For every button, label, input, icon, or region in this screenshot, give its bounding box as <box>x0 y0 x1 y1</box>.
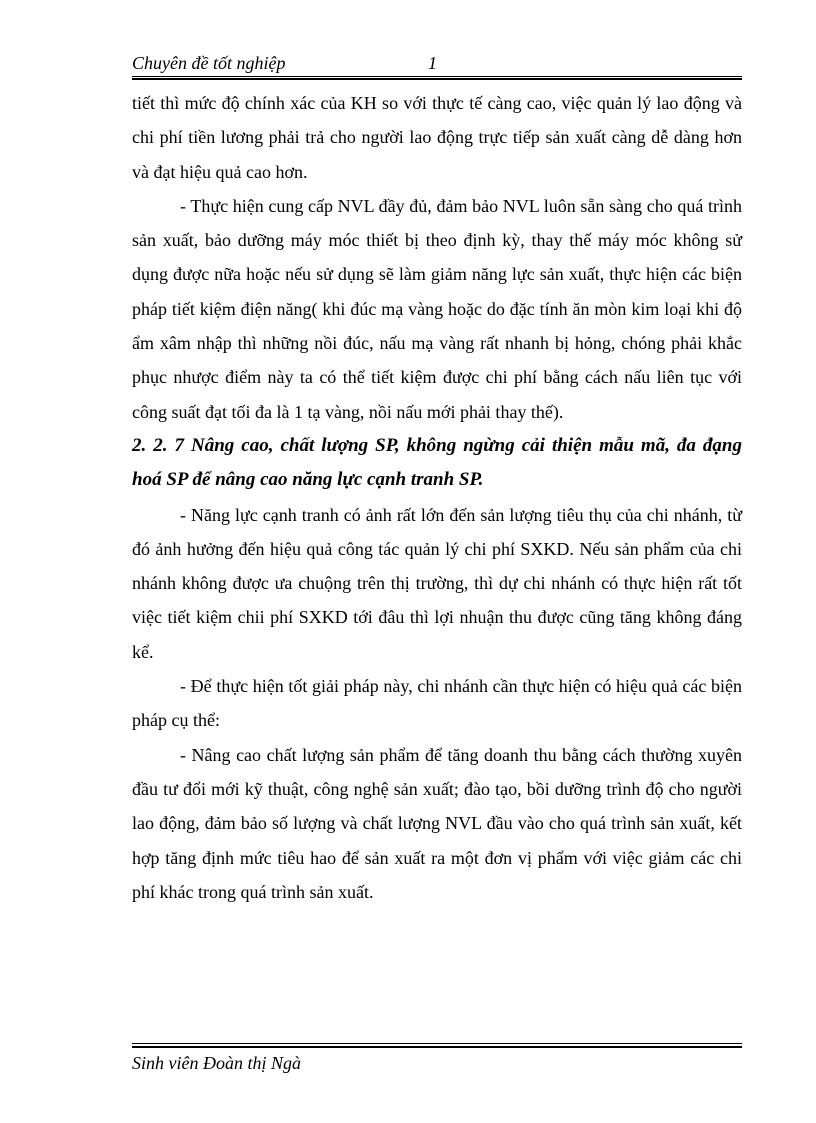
paragraph-supply-materials: - Thực hiện cung cấp NVL đầy đủ, đảm bảo NVL luôn sẵn sàng cho quá trình sản xuất, bảo dưỡng máy móc thiết bị theo định kỳ, thay thế máy móc không sử dụng được nữa hoặc nếu sử dụng sẽ làm giảm năng lực sản xuất, thực hiện các biện pháp tiết kiệm điện năng( khi đúc mạ vàng hoặc do đặc tính ăn mòn kim loại khi độ ẩm xâm nhập thì những nồi đúc, nấu mạ vàng rất nhanh bị hỏng, chóng phải khắc phục nhược điểm này ta có thể tiết kiệm được chi phí bằng cách nấu liên tục với công suất đạt tối đa là 1 tạ vàng, nồi nấu mới phải thay thế). <box>132 195 742 422</box>
footer-author: Sinh viên Đoàn thị Ngà <box>132 1053 301 1073</box>
paragraph-continuation: tiết thì mức độ chính xác của KH so với thực tế càng cao, việc quản lý lao động và chi phí tiền lương phải trả cho người lao động trực tiếp sản xuất càng dễ dàng hơn và đạt hiệu quả cao hơn. <box>132 93 742 182</box>
section-heading: 2. 2. 7 Nâng cao, chất lượng SP, không ngừng cải thiện mẫu mã, đa đạng hoá SP để nâng cao năng lực cạnh tranh SP. <box>132 434 742 491</box>
header-divider <box>132 76 742 80</box>
page-header <box>132 52 742 74</box>
paragraph-improve-quality: - Nâng cao chất lượng sản phẩm để tăng doanh thu bằng cách thường xuyên đầu tư đổi mới kỹ thuật, công nghệ sản xuất; đào tạo, bồi dưỡng trình độ cho người lao động, đảm bảo số lượng và chất lượng NVL đầu vào cho quá trình sản xuất, kết hợp tăng định mức tiêu hao để sản xuất ra một đơn vị phẩm với việc giảm các chi phí khác trong quá trình sản xuất. <box>132 744 742 902</box>
paragraph-measures-intro: - Để thực hiện tốt giải pháp này, chi nhánh cần thực hiện có hiệu quả các biện pháp cụ thể: <box>132 676 742 731</box>
body-text <box>132 86 742 909</box>
page-number: 1 <box>428 53 437 73</box>
document-title: Chuyên đề tốt nghiệp <box>132 53 286 73</box>
paragraph-competitiveness: - Năng lực cạnh tranh có ảnh rất lớn đến sản lượng tiêu thụ của chi nhánh, từ đó ảnh hưởng đến hiệu quả công tác quản lý chi phí SXKD. Nếu sản phẩm của chi nhánh không được ưa chuộng trên thị trường, thì dự chi nhánh có thực hiện rất tốt việc tiết kiệm chii phí SXKD tới đâu thì lợi nhuận thu được cũng tăng không đáng kể. <box>132 504 742 662</box>
footer-divider <box>132 1043 742 1048</box>
